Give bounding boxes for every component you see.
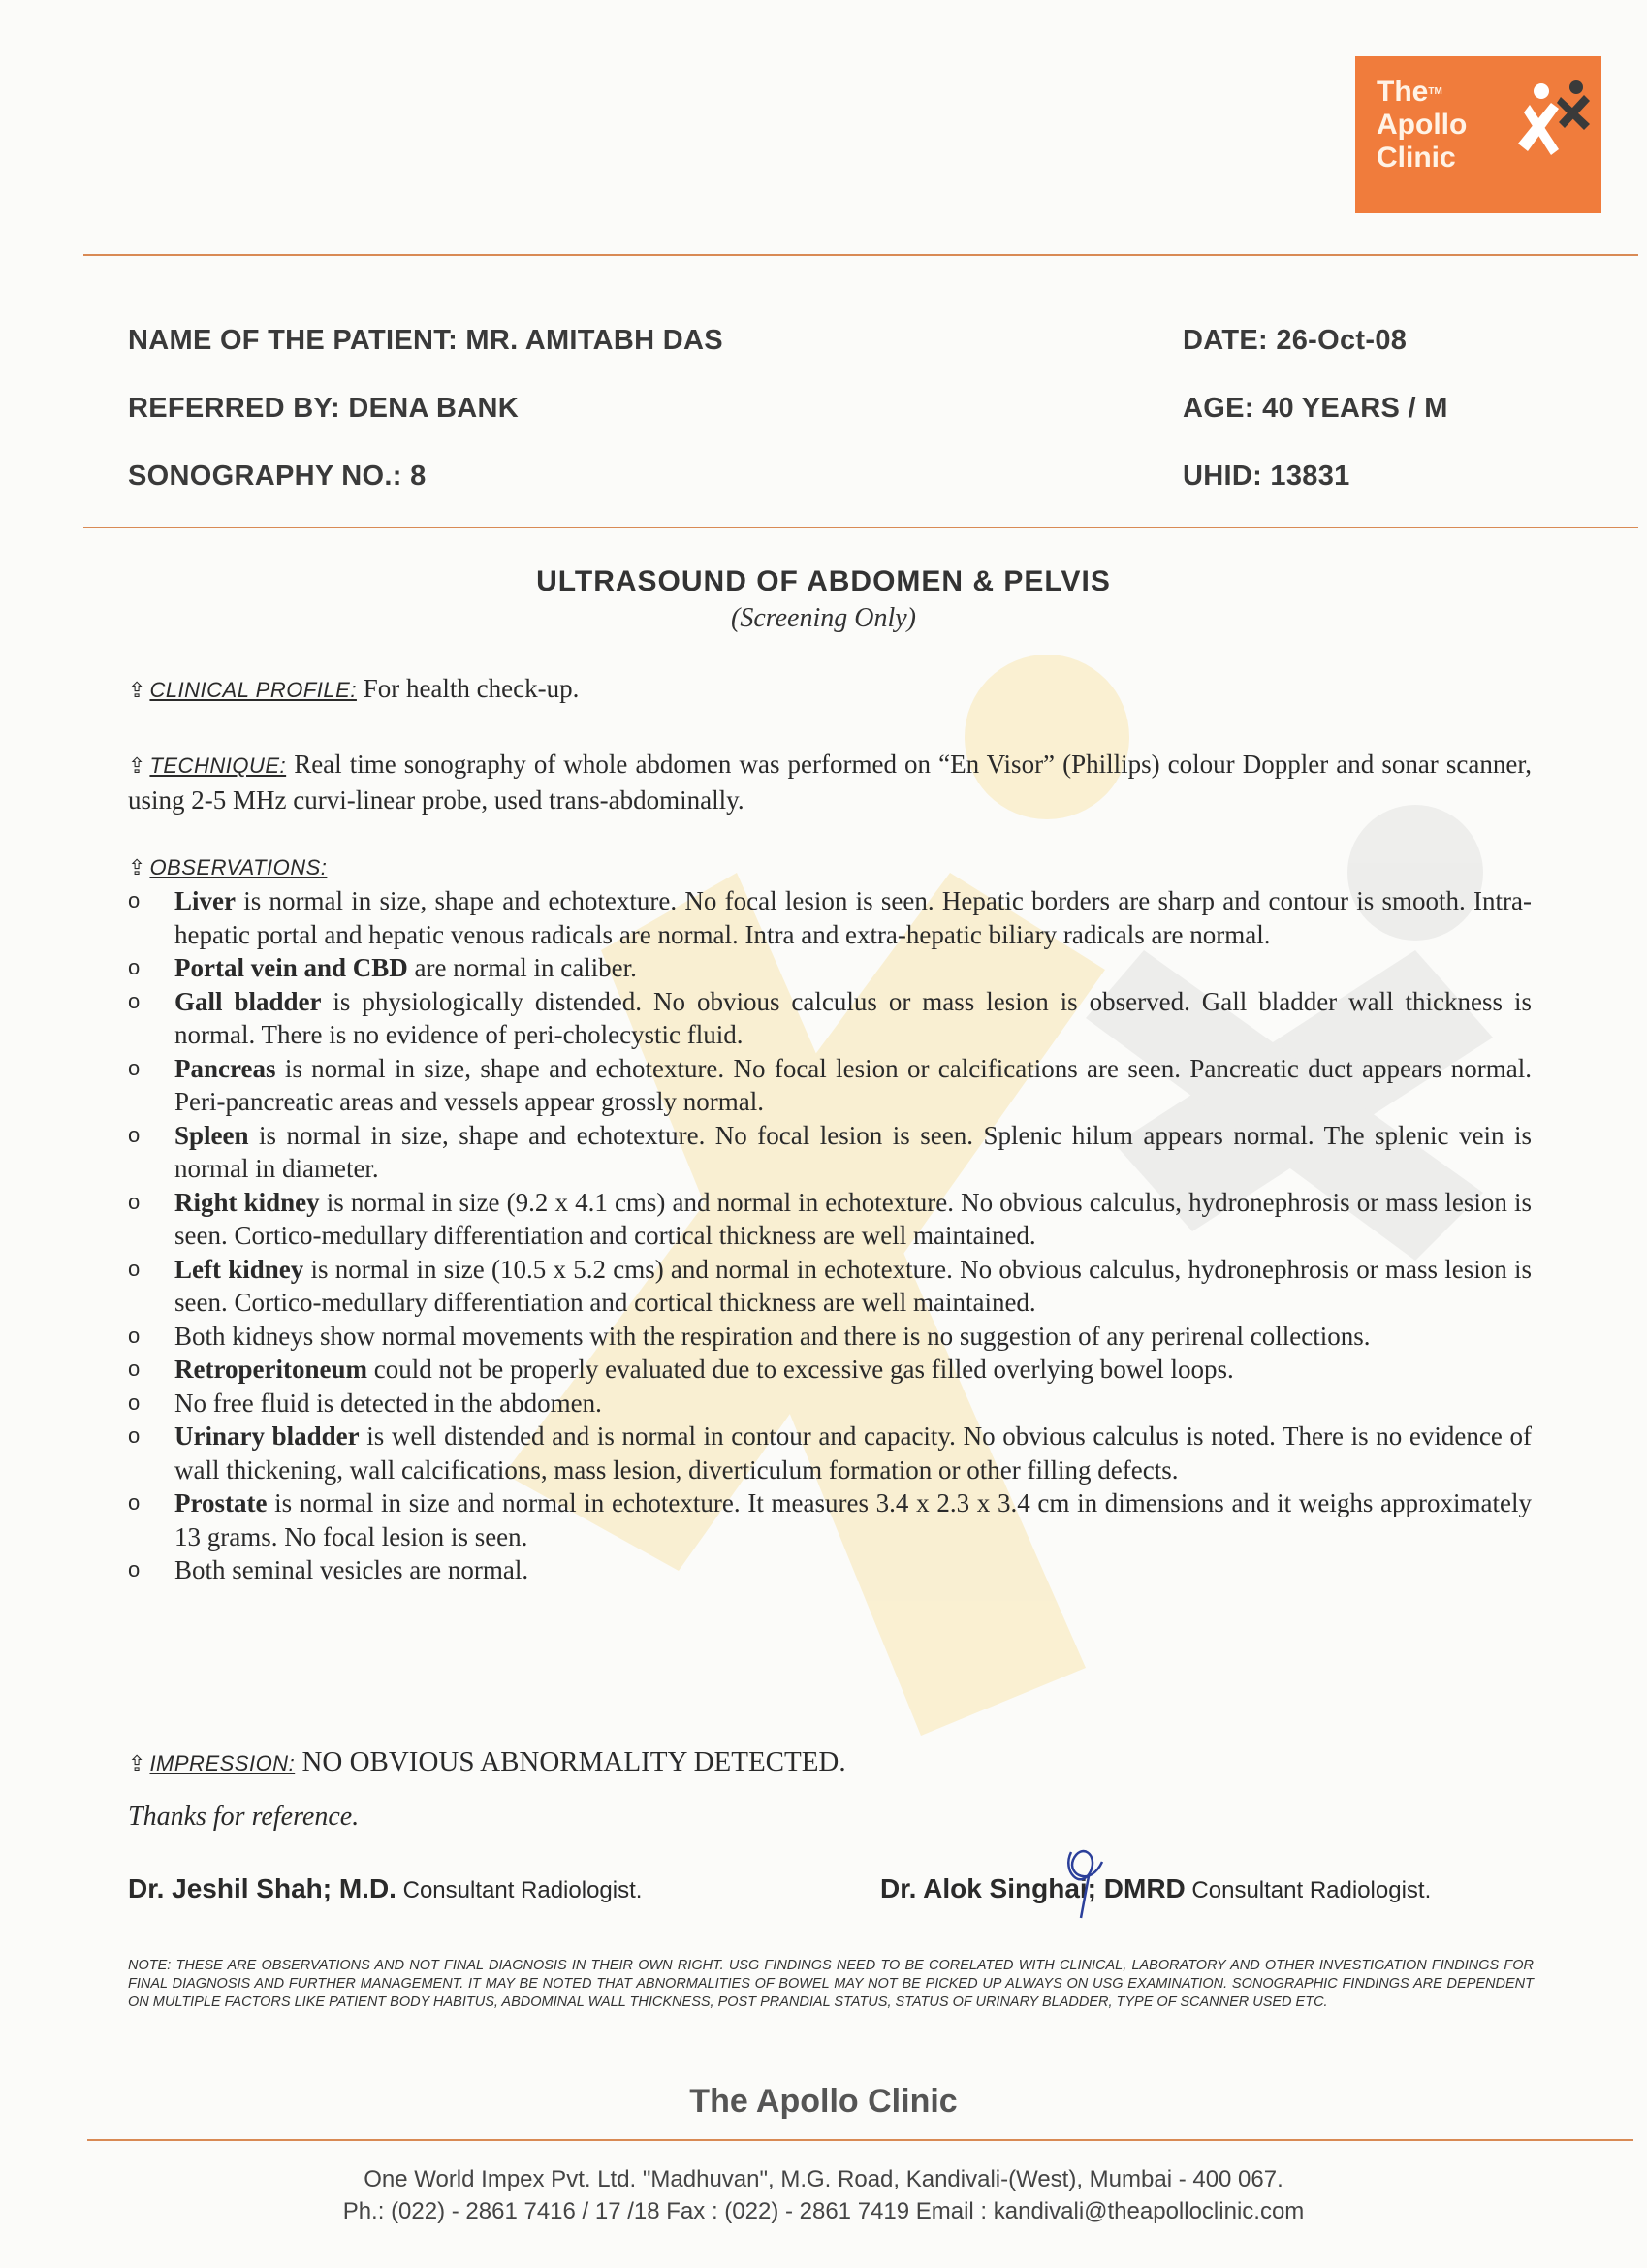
observation-term: Pancreas — [174, 1053, 276, 1083]
observation-term: Gall bladder — [174, 986, 322, 1016]
disclaimer-note: NOTE: THESE ARE OBSERVATIONS AND NOT FINAL DIAGNOSIS IN THEIR OWN RIGHT. USG FINDINGS NEED TO BE CORELATED WITH CLINICAL, LABORATORY AND OTHER INVESTIGATION FINDINGS FOR FINAL DIAGNOSIS AND FURTHER MANAGEMENT. IT MAY BE NOTED THAT ABNORMALITIES OF BOWEL MAY NOT BE PICKED UP ALWAYS ON USG EXAMINATION. SONOGRAPHIC FINDINGS ARE DEPENDENT ON MULTIPLE FACTORS LIKE PATIENT BODY HABITUS, ABDOMINAL WALL THICKNESS, POST PRANDIAL STATUS, STATUS OF URINARY BLADDER, TYPE OF SCANNER USED ETC. — [128, 1958, 1534, 2010]
footer-brand: The Apollo Clinic — [689, 2083, 958, 2120]
clinical-profile-text: For health check-up. — [356, 674, 580, 703]
uhid: 13831 — [1270, 461, 1350, 492]
impression-text: NO OBVIOUS ABNORMALITY DETECTED. — [295, 1746, 846, 1777]
report-subtitle: (Screening Only) — [731, 603, 916, 633]
clinical-profile-label: CLINICAL PROFILE: — [149, 678, 357, 702]
footer-divider — [87, 2139, 1633, 2141]
bullet-pointer-icon: ⇪ — [128, 856, 146, 880]
observation-text: is normal in size (10.5 x 5.2 cms) and normal in echotexture. No obvious calculus, hydronephrosis or mass lesion is seen. Cortico-medullary differentiation and cortical thickness are well maintained. — [174, 1254, 1532, 1317]
impression-section — [128, 1745, 1532, 1781]
logo-tm: TM — [1428, 86, 1442, 97]
header-divider — [83, 254, 1638, 256]
report-date: 26-Oct-08 — [1276, 325, 1408, 356]
technique-text: Real time sonography of whole abdomen was performed on “En Visor” (Phillips) colour Doppler and sonar scanner, using 2-5 MHz curvi-linear probe, used trans-abdominally. — [128, 750, 1532, 815]
observation-term: Left kidney — [174, 1254, 304, 1284]
referred-by-label: REFERRED BY: — [128, 393, 340, 424]
age-row — [1183, 393, 1448, 425]
observation-term: Retroperitoneum — [174, 1355, 367, 1384]
observation-text: could not be properly evaluated due to excessive gas filled overlying bowel loops. — [366, 1355, 1234, 1384]
impression-label: IMPRESSION: — [149, 1751, 296, 1775]
technique-section — [128, 748, 1532, 816]
observation-item — [174, 1353, 1532, 1387]
observation-term: Right kidney — [174, 1187, 320, 1217]
observation-item — [174, 1420, 1532, 1486]
observations-heading — [128, 849, 1532, 885]
observations-list — [174, 884, 1532, 1587]
apollo-clinic-logo — [1355, 56, 1601, 213]
observation-term: Spleen — [174, 1120, 249, 1150]
clinical-profile-section — [128, 672, 1532, 708]
observation-text: No free fluid is detected in the abdomen. — [174, 1388, 602, 1418]
observation-text: is normal in size and normal in echotexture. It measures 3.4 x 2.3 x 3.4 cm in dimensions and it weighs approximately 13 grams. No focal lesion is seen. — [174, 1488, 1532, 1551]
observation-item — [174, 1387, 1532, 1421]
uhid-label: UHID: — [1183, 461, 1263, 492]
observation-item — [174, 951, 1532, 985]
doctor-2-signature-line — [880, 1873, 1431, 1904]
sonography-no: 8 — [410, 461, 427, 492]
report-title: ULTRASOUND OF ABDOMEN & PELVIS — [536, 565, 1111, 597]
observation-item — [174, 1253, 1532, 1320]
footer-contact: Ph.: (022) - 2861 7416 / 17 /18 Fax : (022) - 2861 7419 Email : kandivali@theapolloclinic.com — [342, 2198, 1305, 2224]
thanks-note: Thanks for reference. — [128, 1802, 360, 1832]
doctor-2-name: Dr. Alok Singhai; DMRD — [880, 1873, 1186, 1903]
observation-text: is normal in size, shape and echotexture. No focal lesion is seen. Splenic hilum appears normal. The splenic vein is normal in diameter. — [174, 1120, 1532, 1183]
observation-item — [174, 1553, 1532, 1587]
patient-age: 40 YEARS / M — [1262, 393, 1448, 424]
observation-item — [174, 884, 1532, 951]
observation-text: is well distended and is normal in contour and capacity. No obvious calculus is noted. There is no evidence of wall thickening, wall calcifications, mass lesion, diverticulum formation or other filling defects. — [174, 1421, 1532, 1485]
logo-figures-icon — [1501, 76, 1594, 163]
age-label: AGE: — [1183, 393, 1254, 424]
sonography-no-row — [128, 461, 427, 493]
observation-term: Urinary bladder — [174, 1421, 360, 1451]
observation-text: is normal in size, shape and echotexture. No focal lesion or calcifications are seen. Pancreatic duct appears normal. Peri-pancreatic areas and vessels appear grossly normal. — [174, 1053, 1532, 1116]
observation-item — [174, 1119, 1532, 1186]
date-label: DATE: — [1183, 325, 1268, 356]
referred-by-row — [128, 393, 519, 425]
observation-term: Liver — [174, 886, 236, 915]
logo-line-2: Apollo — [1377, 109, 1468, 141]
observations-label: OBSERVATIONS: — [149, 855, 328, 879]
bullet-pointer-icon: ⇪ — [128, 1752, 146, 1776]
observation-item — [174, 1320, 1532, 1354]
patient-name-label: NAME OF THE PATIENT: — [128, 325, 459, 356]
logo-line-1: The — [1377, 76, 1429, 108]
date-row — [1183, 325, 1407, 357]
observation-item — [174, 1052, 1532, 1119]
footer-address: One World Impex Pvt. Ltd. "Madhuvan", M.G. Road, Kandivali-(West), Mumbai - 400 067. — [364, 2166, 1283, 2192]
technique-label: TECHNIQUE: — [149, 753, 287, 778]
observation-text: is physiologically distended. No obvious calculus or mass lesion is observed. Gall bladder wall thickness is normal. There is no evidence of peri-cholecystic fluid. — [174, 986, 1532, 1049]
bullet-pointer-icon: ⇪ — [128, 754, 146, 779]
observation-text: are normal in caliber. — [407, 953, 637, 982]
observation-term: Prostate — [174, 1488, 268, 1517]
bullet-pointer-icon: ⇪ — [128, 679, 146, 703]
logo-line-3: Clinic — [1377, 142, 1456, 174]
doctor-1-signature-line — [128, 1873, 642, 1904]
observation-text: is normal in size (9.2 x 4.1 cms) and normal in echotexture. No obvious calculus, hydronephrosis or mass lesion is seen. Cortico-medullary differentiation and cortical thickness are well maintained. — [174, 1187, 1533, 1250]
observation-text: is normal in size, shape and echotexture. No focal lesion is seen. Hepatic borders are sharp and contour is smooth. Intra-hepatic portal and hepatic venous radicals are normal. Intra and extra-hepatic biliary radicals are normal. — [174, 886, 1532, 949]
observation-text: Both kidneys show normal movements with the respiration and there is no suggestion of any perirenal collections. — [174, 1321, 1371, 1351]
doctor-1-name: Dr. Jeshil Shah; M.D. — [128, 1873, 396, 1903]
uhid-row — [1183, 461, 1350, 493]
patient-name-row — [128, 325, 723, 357]
sonography-no-label: SONOGRAPHY NO.: — [128, 461, 402, 492]
observation-text: Both seminal vesicles are normal. — [174, 1555, 529, 1584]
doctor-2-role: Consultant Radiologist. — [1185, 1877, 1432, 1903]
patient-name: MR. AMITABH DAS — [465, 325, 723, 356]
observation-item — [174, 985, 1532, 1052]
handwritten-signature — [1052, 1833, 1120, 1920]
info-divider — [83, 527, 1638, 528]
observation-term: Portal vein and CBD — [174, 953, 408, 982]
doctor-1-role: Consultant Radiologist. — [396, 1877, 643, 1903]
observation-item — [174, 1486, 1532, 1553]
referred-by: DENA BANK — [348, 393, 519, 424]
observation-item — [174, 1186, 1532, 1253]
